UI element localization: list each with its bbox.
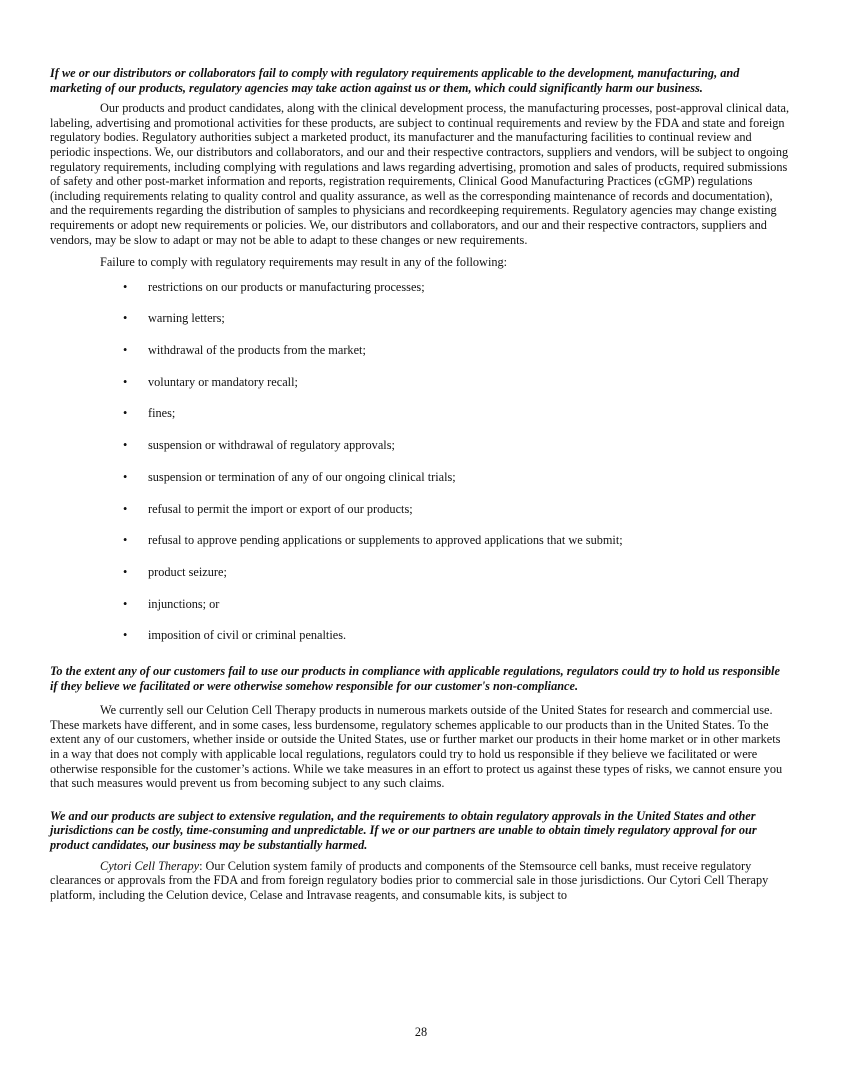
bullet-icon: • bbox=[123, 438, 128, 453]
list-item-text: restrictions on our products or manufacturing processes; bbox=[148, 279, 425, 294]
body-paragraph-customer-compliance: We currently sell our Celution Cell Therapy products in numerous markets outside of the United States for research and commercial use. These markets have different, and in some cases, less burdensome, regulatory schemes applicable to our products than in the United States. To the extent any of our customers, whether inside or outside the United States, use or further market our products in their home market or in other markets in a way that does not comply with applicable local regulations, regulators could try to hold us responsible if they believe we facilitated or were otherwise responsible for the customer’s actions. While we take measures in an effort to protect us against these types of risks, we cannot ensure you that such measures would prevent us from becoming subject to any such claims. bbox=[50, 703, 783, 791]
section-heading-regulatory-compliance: If we or our distributors or collaborators fail to comply with regulatory requirements applicable to the development, manufacturing, and marketing of our products, regulatory agencies may take action against us or them, which could significantly harm our business. bbox=[50, 66, 740, 95]
list-item bbox=[50, 470, 790, 502]
bullet-icon: • bbox=[123, 501, 128, 516]
section-heading-extensive-regulation: We and our products are subject to extensive regulation, and the requirements to obtain regulatory approvals in the United States and other jurisdictions can be costly, time-consuming and unpredictable. If we or our partners are unable to obtain timely regulatory approval for our product candidates, our business may be substantially harmed. bbox=[50, 808, 757, 852]
list-item-text: product seizure; bbox=[148, 564, 227, 579]
bullet-icon: • bbox=[123, 533, 128, 548]
list-item bbox=[50, 280, 790, 312]
list-item-text: warning letters; bbox=[148, 311, 225, 326]
list-item bbox=[50, 438, 790, 470]
list-item-text: voluntary or mandatory recall; bbox=[148, 374, 298, 389]
list-item bbox=[50, 628, 790, 660]
list-item-text: suspension or termination of any of our ongoing clinical trials; bbox=[148, 469, 456, 484]
bullet-icon: • bbox=[123, 311, 128, 326]
list-item bbox=[50, 565, 790, 597]
list-item bbox=[50, 311, 790, 343]
list-item-text: suspension or withdrawal of regulatory approvals; bbox=[148, 438, 395, 453]
bullet-icon: • bbox=[123, 628, 128, 643]
list-item bbox=[50, 533, 790, 565]
cytori-cell-therapy-text: : Our Celution system family of products and components of the Stemsource cell banks, must receive regulatory clearances or approvals from the FDA and from foreign regulatory bodies prior to commercial sale in those jurisdictions. Our Cytori Cell Therapy platform, including the Celution device, Celase and Intravase reagents, and consumable kits, is subject to bbox=[50, 858, 769, 902]
bullet-icon: • bbox=[123, 469, 128, 484]
cytori-cell-therapy-term: Cytori Cell Therapy bbox=[100, 858, 200, 873]
consequences-list bbox=[50, 280, 790, 660]
list-item-text: imposition of civil or criminal penalties. bbox=[148, 628, 347, 643]
bullet-icon: • bbox=[123, 564, 128, 579]
bullet-icon: • bbox=[123, 596, 128, 611]
list-item-text: injunctions; or bbox=[148, 596, 220, 611]
list-item bbox=[50, 502, 790, 534]
list-item bbox=[50, 406, 790, 438]
body-paragraph-regulatory-requirements: Our products and product candidates, along with the clinical development process, the manufacturing processes, post-approval clinical data, labeling, advertising and promotional activities for these products, are subject to continual requirements and review by the FDA and state and foreign regulatory bodies. Regulatory authorities subject a marketed product, its manufacturer and the manufacturing facilities to continual review and periodic inspections. We, our distributors and collaborators, and our and their respective contractors, suppliers and vendors, will be subject to ongoing regulatory requirements, including complying with regulations and laws regarding advertising, promotion and sales of products, required submissions of safety and other post-market information and reports, registration requirements, Clinical Good Manufacturing Practices (cGMP) regulations (including requirements relating to quality control and quality assurance, as well as the corresponding maintenance of records and documentation), and the requirements regarding the distribution of samples to physicians and recordkeeping requirements. Regulatory agencies may change existing requirements or adopt new requirements or policies. We, our distributors and collaborators, and our and their respective contractors, suppliers and vendors, may be slow to adapt or may not be able to adapt to these changes or new requirements. bbox=[50, 101, 790, 247]
section-heading-customer-compliance: To the extent any of our customers fail to use our products in compliance with applicable regulations, regulators could try to hold us responsible if they believe we facilitated or were otherwise somehow responsible for our customer's non-compliance. bbox=[50, 663, 780, 693]
list-item bbox=[50, 375, 790, 407]
body-paragraph-cytori-cell-therapy bbox=[50, 859, 790, 903]
list-item-text: fines; bbox=[148, 406, 176, 421]
list-item bbox=[50, 597, 790, 629]
list-item-text: withdrawal of the products from the market; bbox=[148, 343, 366, 358]
list-item bbox=[50, 343, 790, 375]
document-page bbox=[50, 66, 790, 902]
bullet-icon: • bbox=[123, 343, 128, 358]
bullet-icon: • bbox=[123, 406, 128, 421]
list-item-text: refusal to permit the import or export of our products; bbox=[148, 501, 413, 516]
page-number: 28 bbox=[414, 1025, 428, 1039]
list-item-text: refusal to approve pending applications or supplements to approved applications that we submit; bbox=[148, 533, 623, 548]
list-lead-text: Failure to comply with regulatory requirements may result in any of the following: bbox=[100, 255, 508, 270]
bullet-icon: • bbox=[123, 279, 128, 294]
bullet-icon: • bbox=[123, 374, 128, 389]
